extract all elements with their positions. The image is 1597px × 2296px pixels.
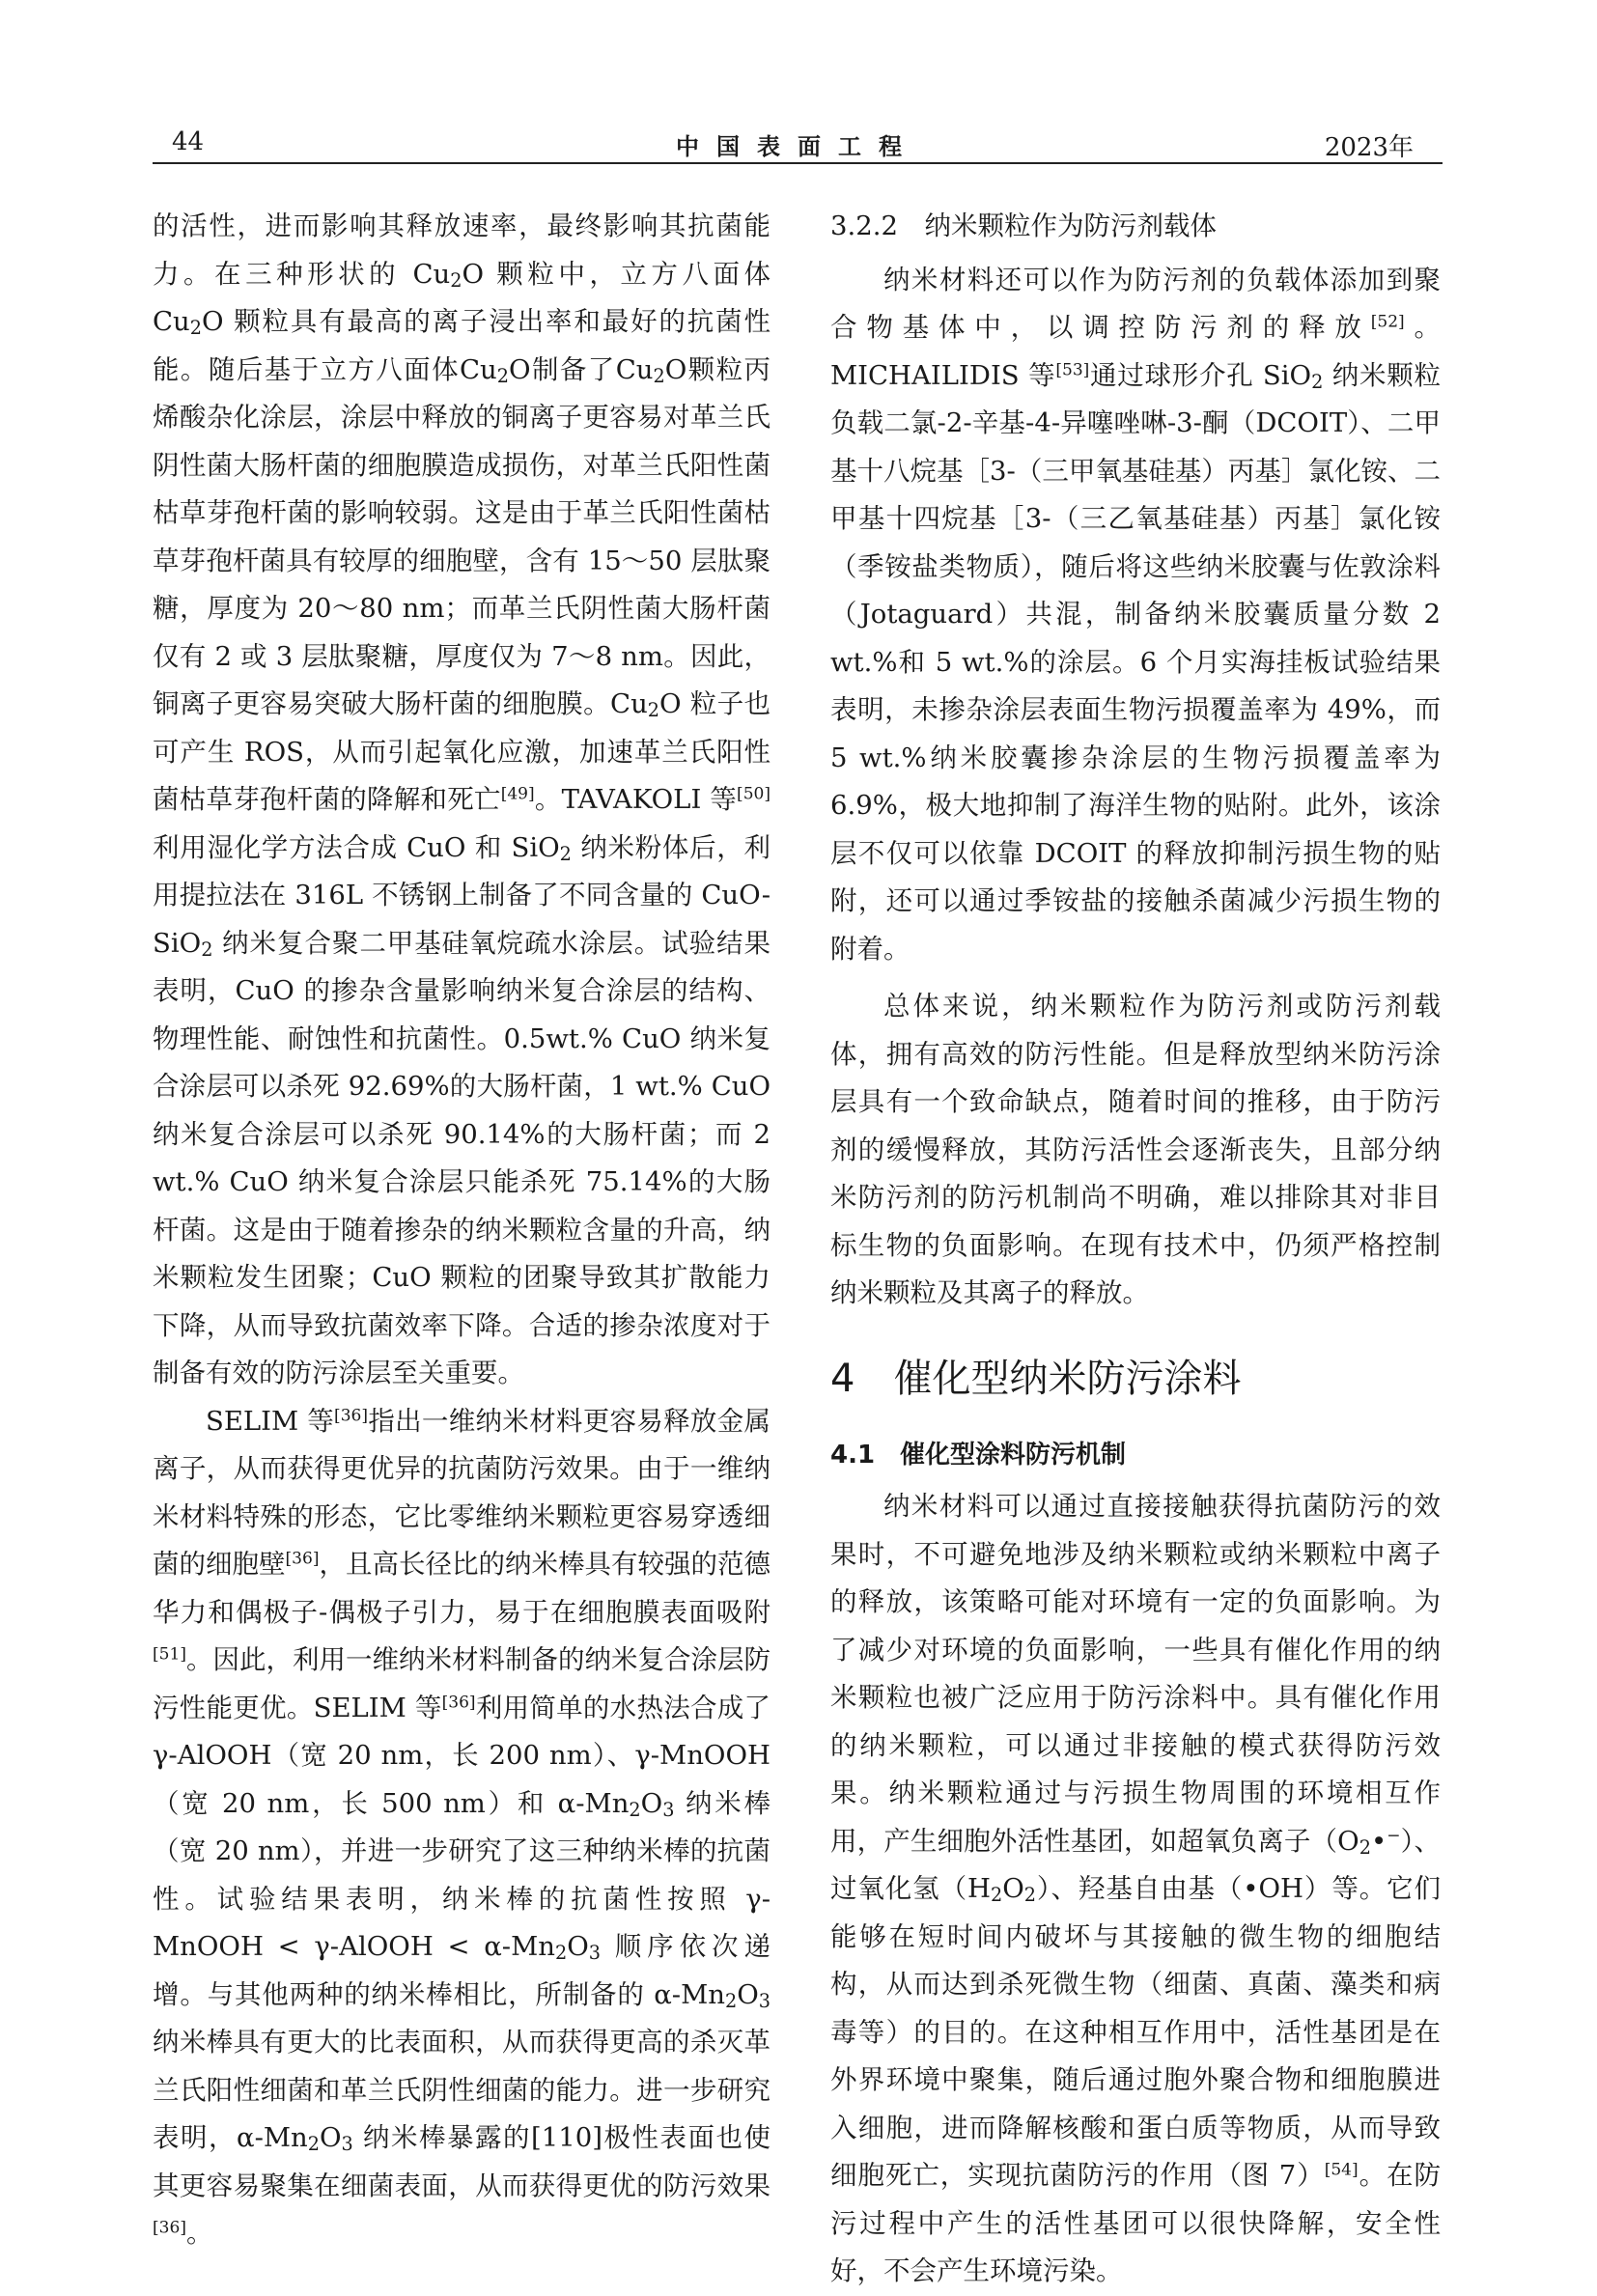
right-column <box>830 203 1441 2296</box>
paragraph-cu2o-antibacterial: 的活性，进而影响其释放速率，最终影响其抗菌能力。在三种形状的 $Cu_2O$ 颗粒中，立方八面体 $Cu_2O$ 颗粒具有最高的离子浸出率和最好的抗菌性能。随后基于立方八面体$Cu_2O$制备了$Cu_2O$颗粒丙烯酸杂化涂层，涂层中释放的铜离子更容易对革兰氏阴性菌大肠杆菌的细胞膜造成损伤，对革兰氏阳性菌枯草芽孢杆菌的影响较弱。这是由于革兰氏阳性菌枯草芽孢杆菌具有较厚的细胞壁，含有 15～50 层肽聚糖，厚度为 20～80 nm；而革兰氏阴性菌大肠杆菌仅有 2 或 3 层肽聚糖，厚度仅为 7～8 nm。因此，铜离子更容易突破大肠杆菌的细胞膜。$Cu_2O$ 粒子也可产生 ROS，从而引起氧化应激，加速革兰氏阳性菌枯草芽孢杆菌的降解和死亡[49]。TAVAKOLI 等[50]利用湿化学方法合成 CuO 和 SiO$_2$ 纳米粉体后，利用提拉法在 316L 不锈钢上制备了不同含量的 CuO-SiO$_2$ 纳米复合聚二甲基硅氧烷疏水涂层。试验结果表明，CuO 的掺杂含量影响纳米复合涂层的结构、物理性能、耐蚀性和抗菌性。0.5wt.% CuO 纳米复合涂层可以杀死 92.69%的大肠杆菌，1 wt.% CuO 纳米复合涂层可以杀死 90.14%的大肠杆菌；而 2 wt.% CuO 纳米复合涂层只能杀死 75.14%的大肠杆菌。这是由于随着掺杂的纳米颗粒含量的升高，纳米颗粒发生团聚；CuO 颗粒的团聚导致其扩散能力下降，从而导致抗菌效率下降。合适的掺杂浓度对于制备有效的防污涂层至关重要。 <box>153 210 771 1388</box>
section-heading-4: 4 催化型纳米防污涂料 <box>830 1356 1242 1401</box>
paragraph-nanoparticle-carrier: 纳米材料还可以作为防污剂的负载体添加到聚合物基体中，以调控防污剂的释放[52]。MICHAILIDIS 等[53]通过球形介孔 SiO$_2$ 纳米颗粒负载二氯-2-辛基-4-异噻唑啉-3-酮（DCOIT）、二甲基十八烷基［3-（三甲氧基硅基）丙基］氯化铵、二甲基十四烷基［3-（三乙氧基硅基）丙基］氯化铵（季铵盐类物质），随后将这些纳米胶囊与佐敦涂料（Jotaguard）共混，制备纳米胶囊质量分数 2 wt.%和 5 wt.%的涂层。6 个月实海挂板试验结果表明，未掺杂涂层表面生物污损覆盖率为 49%，而 5 wt.%纳米胶囊掺杂涂层的生物污损覆盖率为 6.9%，极大地抑制了海洋生物的贴附。此外，该涂层不仅可以依靠 DCOIT 的释放抑制污损生物的贴附，还可以通过季铵盐的接触杀菌减少污损生物的附着。 <box>830 264 1442 965</box>
subsection-heading-3-2-2: 3.2.2 纳米颗粒作为防污剂载体 <box>830 210 1217 241</box>
page-number: 44 <box>172 127 205 156</box>
page-header <box>153 124 1443 164</box>
subsection-heading-4-1: 4.1 催化型涂料防污机制 <box>830 1440 1127 1470</box>
left-column <box>153 203 770 2258</box>
paragraph-one-dimensional-nanomaterials: SELIM 等[36]指出一维纳米材料更容易释放金属离子，从而获得更优异的抗菌防污效果。由于一维纳米材料特殊的形态，它比零维纳米颗粒更容易穿透细菌的细胞壁[36]，且高长径比的纳米棒具有较强的范德华力和偶极子-偶极子引力，易于在细胞膜表面吸附[51]。因此，利用一维纳米材料制备的纳米复合涂层防污性能更优。SELIM 等[36]利用简单的水热法合成了 γ-AlOOH（宽 20 nm，长 200 nm）、γ-MnOOH（宽 20 nm，长 500 nm）和 $\alpha-Mn_2O_3$ 纳米棒（宽 20 nm），并进一步研究了这三种纳米棒的抗菌性。试验结果表明，纳米棒的抗菌性按照 γ-MnOOH < γ-AlOOH < $\alpha-Mn_2O_3$ 顺序依次递增。与其他两种的纳米棒相比，所制备的 $\alpha-Mn_2O_3$ 纳米棒具有更大的比表面积，从而获得更高的杀灭革兰氏阳性细菌和革兰氏阴性细菌的能力。进一步研究表明，$\alpha-Mn_2O_3$ 纳米棒暴露的[110]极性表面也使其更容易聚集在细菌表面，从而获得更优的防污效果[36]。 <box>153 1405 771 2249</box>
paragraph-catalytic-mechanism: 纳米材料可以通过直接接触获得抗菌防污的效果时，不可避免地涉及纳米颗粒或纳米颗粒中离子的释放，该策略可能对环境有一定的负面影响。为了减少对环境的负面影响，一些具有催化作用的纳米颗粒也被广泛应用于防污涂料中。具有催化作用的纳米颗粒，可以通过非接触的模式获得防污效果。纳米颗粒通过与污损生物周围的环境相互作用，产生细胞外活性基团，如超氧负离子$(O_2•^-)$、过氧化氢$(H_2O_2)$、羟基自由基（•OH）等。它们能够在短时间内破坏与其接触的微生物的细胞结构，从而达到杀死微生物（细菌、真菌、藻类和病毒等）的目的。在这种相互作用中，活性基团是在外界环境中聚集，随后通过胞外聚合物和细胞膜进入细胞，进而降解核酸和蛋白质等物质，从而导致细胞死亡，实现抗菌防污的作用（图 7）[54]。在防污过程中产生的活性基团可以很快降解，安全性好，不会产生环境污染。 <box>830 1491 1441 2286</box>
publication-year: 2023年 <box>1324 133 1414 162</box>
paragraph-summary: 总体来说，纳米颗粒作为防污剂或防污剂载体，拥有高效的防污性能。但是释放型纳米防污涂层具有一个致命缺点，随着时间的推移，由于防污剂的缓慢释放，其防污活性会逐渐丧失，且部分纳米防污剂的防污机制尚不明确，难以排除其对非目标生物的负面影响。在现有技术中，仍须严格控制纳米颗粒及其离子的释放。 <box>830 991 1441 1308</box>
journal-title: 中国表面工程 <box>676 132 919 160</box>
